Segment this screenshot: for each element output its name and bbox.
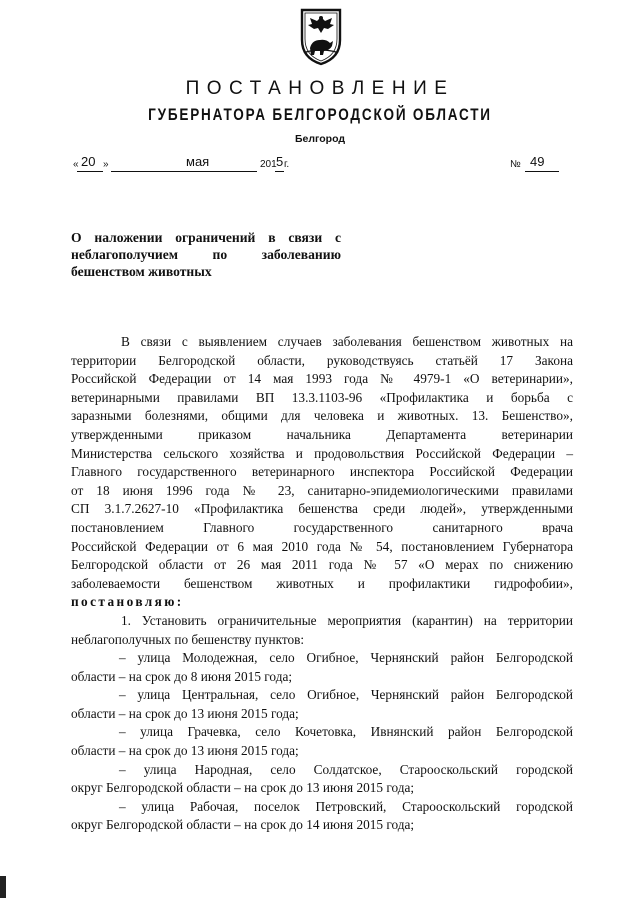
body-line: заболеваемости бешенством животных и профилактики гидрофобии»,	[71, 575, 573, 591]
date-open-quote: «	[73, 159, 79, 170]
body-line: 1. Установить ограничительные мероприятия (карантин) на территории	[121, 612, 573, 628]
scan-edge-mark	[0, 876, 6, 898]
body-line: Главного государственного ветеринарного инспектора Российской Федерации	[71, 464, 573, 480]
list-item: – улица Грачевка, село Кочетовка, Ивнянский район Белгородской	[119, 724, 573, 740]
list-item: – улица Рабочая, поселок Петровский, Старооскольский городской	[119, 798, 573, 814]
document-issuer: ГУБЕРНАТОРА БЕЛГОРОДСКОЙ ОБЛАСТИ	[148, 106, 492, 124]
document-title: ПОСТАНОВЛЕНИЕ	[185, 78, 455, 99]
list-item-continuation: округ Белгородской области – на срок до 13 июня 2015 года;	[71, 780, 415, 796]
body-line: утвержденными приказом начальника Департамента ветеринарии	[71, 426, 573, 442]
resolution-word: постановляю:	[71, 594, 184, 610]
body-line: ветеринарными правилами ВП 13.3.1103-96 «Профилактика и борьба с	[71, 389, 573, 405]
year-underline	[275, 171, 284, 172]
number-label: №	[510, 159, 521, 170]
list-item-continuation: области – на срок до 13 июня 2015 года;	[71, 705, 299, 721]
body-line: неблагополучных по бешенству пунктов:	[71, 631, 305, 647]
coat-of-arms-icon	[296, 6, 346, 66]
body-line: В связи с выявлением случаев заболевания бешенством животных на	[121, 334, 573, 349]
list-item: – улица Молодежная, село Огибное, Чернянский район Белгородской	[119, 650, 573, 666]
month-underline	[111, 171, 257, 172]
subject-line: О наложении ограничений в связи с	[71, 230, 341, 245]
document-city: Белгород	[294, 133, 346, 145]
date-year-prefix: 201	[260, 159, 277, 170]
body-line: заразными болезнями, общими для человека и животных. 13. Бешенство»,	[71, 408, 573, 424]
number-underline	[525, 171, 559, 172]
date-day: 20	[81, 154, 96, 169]
body-line: Министерства сельского хозяйства и продовольствия Российской Федерации –	[71, 445, 573, 461]
list-item: – улица Народная, село Солдатское, Старооскольский городской	[119, 761, 573, 777]
day-underline	[77, 171, 103, 172]
list-item-continuation: области – на срок до 13 июня 2015 года;	[71, 743, 299, 759]
document-subject	[71, 229, 341, 280]
date-year-suffix: г.	[284, 159, 290, 170]
body-line: Российской Федерации от 14 мая 1993 года № 4979-1 «О ветеринарии»,	[71, 371, 573, 387]
body-line: Российской Федерации от 6 мая 2010 года № 54, постановлением Губернатора	[71, 538, 573, 554]
list-item: – улица Центральная, село Огибное, Чернянский район Белгородской	[119, 687, 573, 703]
body-line: от 18 июня 1996 года № 23, санитарно-эпидемиологическими правилами	[71, 482, 573, 498]
document-number: 49	[530, 154, 545, 169]
body-line: территории Белгородской области, руководствуясь статьёй 17 Закона	[71, 352, 573, 368]
date-month: мая	[186, 154, 210, 169]
body-line: СП 3.1.7.2627-10 «Профилактика бешенства среди людей», утвержденными	[71, 501, 573, 517]
date-close-quote: »	[103, 159, 109, 170]
list-item-continuation: области – на срок до 8 июня 2015 года;	[71, 668, 293, 684]
body-line: Белгородской области от 26 мая 2011 года № 57 «О мерах по снижению	[71, 557, 573, 573]
date-year-digit: 5	[276, 154, 284, 169]
list-item-continuation: округ Белгородской области – на срок до 14 июня 2015 года;	[71, 817, 415, 833]
document-body	[71, 333, 573, 835]
subject-line: бешенством животных	[71, 264, 212, 279]
body-line: постановлением Главного государственного санитарного врача	[71, 519, 573, 535]
subject-line: неблагополучием по заболеванию	[71, 247, 341, 262]
